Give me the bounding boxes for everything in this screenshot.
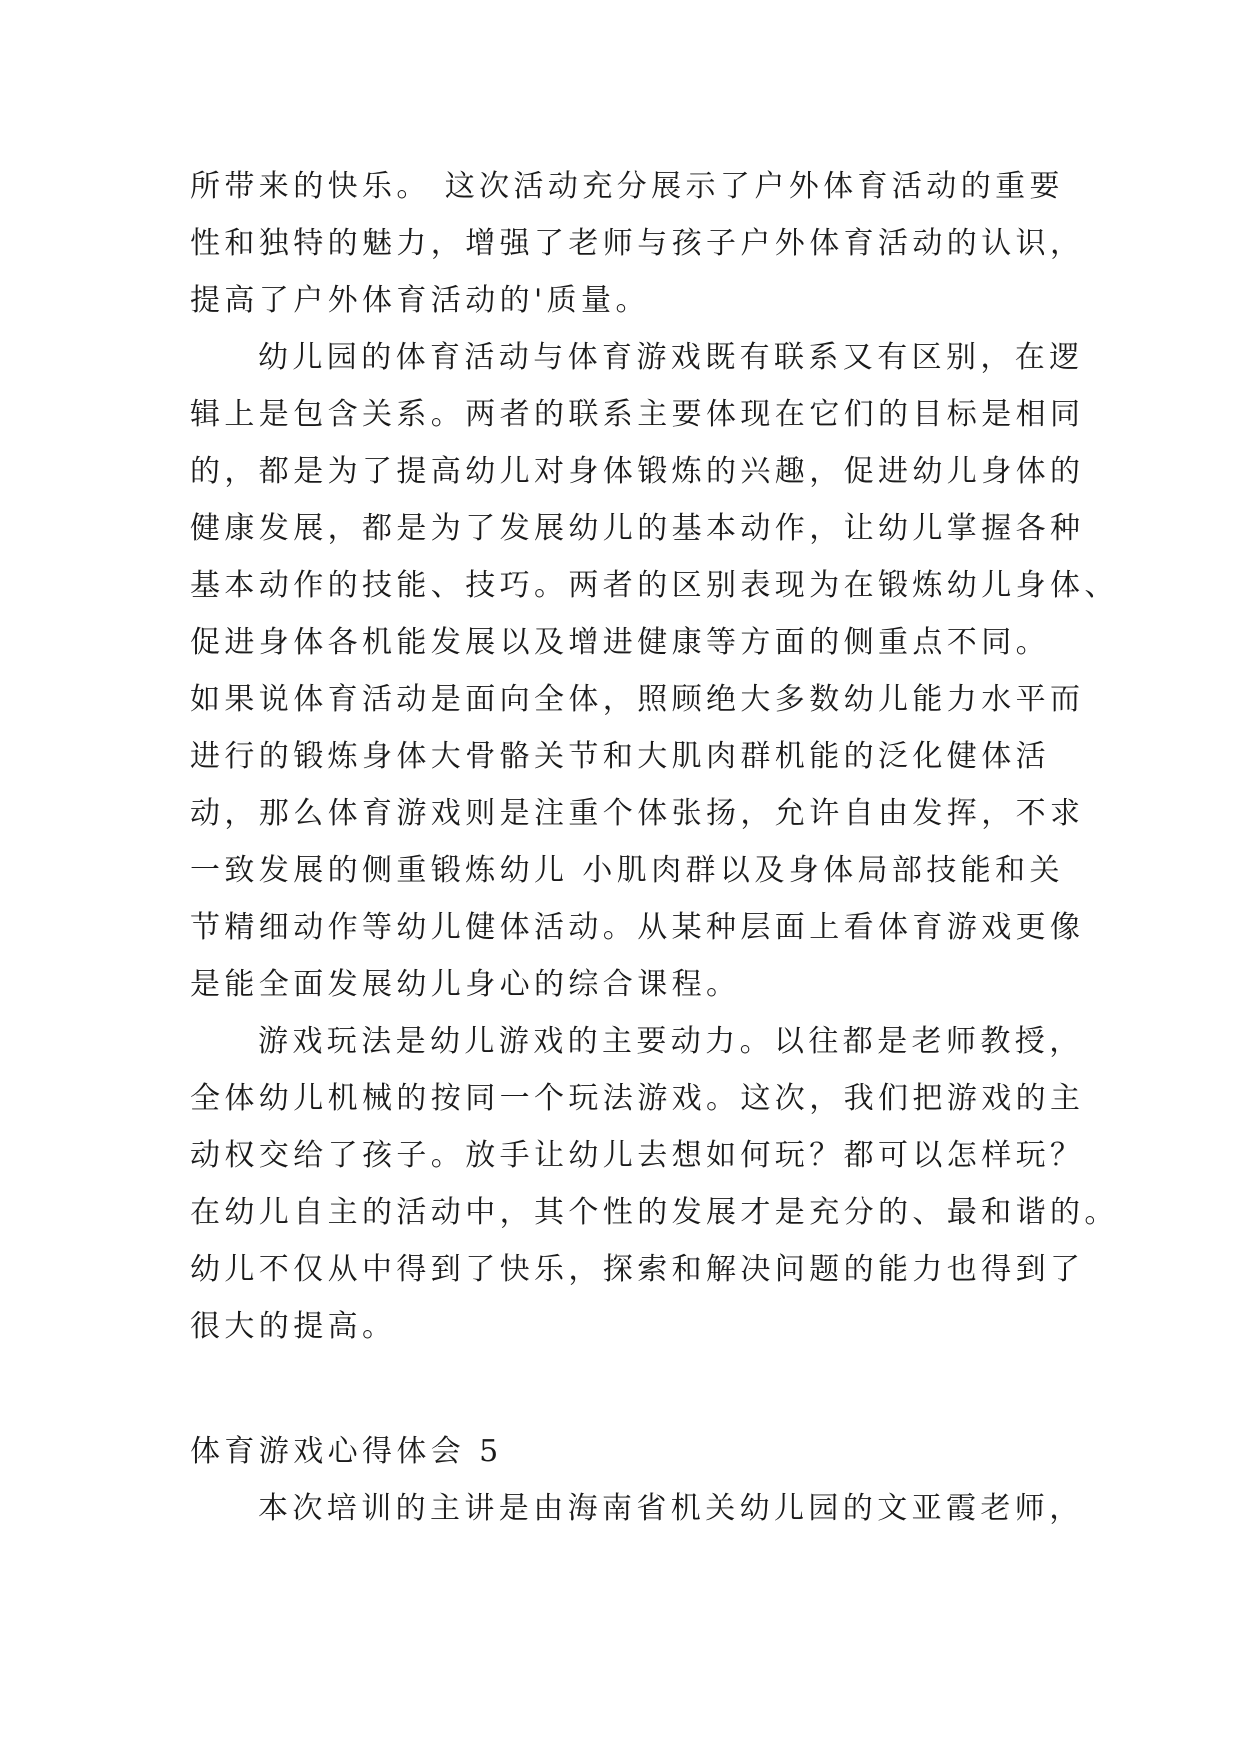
text-line: 健康发展，都是为了发展幼儿的基本动作，让幼儿掌握各种: [190, 511, 1085, 546]
text-line: 性和独特的魅力，增强了老师与孩子户外体育活动的认识，: [190, 226, 1085, 261]
text-line: 动权交给了孩子。放手让幼儿去想如何玩？都可以怎样玩？: [190, 1138, 1085, 1173]
text-line: 在幼儿自主的活动中，其个性的发展才是充分的、最和谐的。: [190, 1195, 1119, 1230]
text-line: 幼儿不仅从中得到了快乐，探索和解决问题的能力也得到了: [190, 1252, 1085, 1287]
paragraph-start-line: 幼儿园的体育活动与体育游戏既有联系又有区别，在逻: [258, 340, 1084, 375]
text-line: 节精细动作等幼儿健体活动。从某种层面上看体育游戏更像: [190, 910, 1085, 945]
text-line: 是能全面发展幼儿身心的综合课程。: [190, 967, 741, 1002]
section-heading: 体育游戏心得体会 5: [190, 1434, 503, 1469]
paragraph-start-line: 游戏玩法是幼儿游戏的主要动力。以往都是老师教授，: [258, 1024, 1084, 1059]
text-line: 促进身体各机能发展以及增进健康等方面的侧重点不同。: [190, 625, 1050, 660]
text-line: 提高了户外体育活动的'质量。: [190, 283, 650, 318]
text-line: 全体幼儿机械的按同一个玩法游戏。这次，我们把游戏的主: [190, 1081, 1085, 1116]
text-line: 所带来的快乐。 这次活动充分展示了户外体育活动的重要: [190, 169, 1064, 204]
text-line: 动，那么体育游戏则是注重个体张扬，允许自由发挥，不求: [190, 796, 1085, 831]
section-gap: [190, 1355, 1056, 1423]
text-line: 一致发展的侧重锻炼幼儿 小肌肉群以及身体局部技能和关: [190, 853, 1064, 888]
text-line: 基本动作的技能、技巧。两者的区别表现为在锻炼幼儿身体、: [190, 568, 1119, 603]
text-line: 很大的提高。: [190, 1309, 397, 1344]
text-line: 辑上是包含关系。两者的联系主要体现在它们的目标是相同: [190, 397, 1085, 432]
text-line: 进行的锻炼身体大骨骼关节和大肌肉群机能的泛化健体活: [190, 739, 1050, 774]
paragraph-start-line: 本次培训的主讲是由海南省机关幼儿园的文亚霞老师，: [258, 1491, 1084, 1526]
document-body: [190, 158, 1119, 1537]
text-line: 的，都是为了提高幼儿对身体锻炼的兴趣，促进幼儿身体的: [190, 454, 1085, 489]
text-line: 如果说体育活动是面向全体，照顾绝大多数幼儿能力水平而: [190, 682, 1085, 717]
